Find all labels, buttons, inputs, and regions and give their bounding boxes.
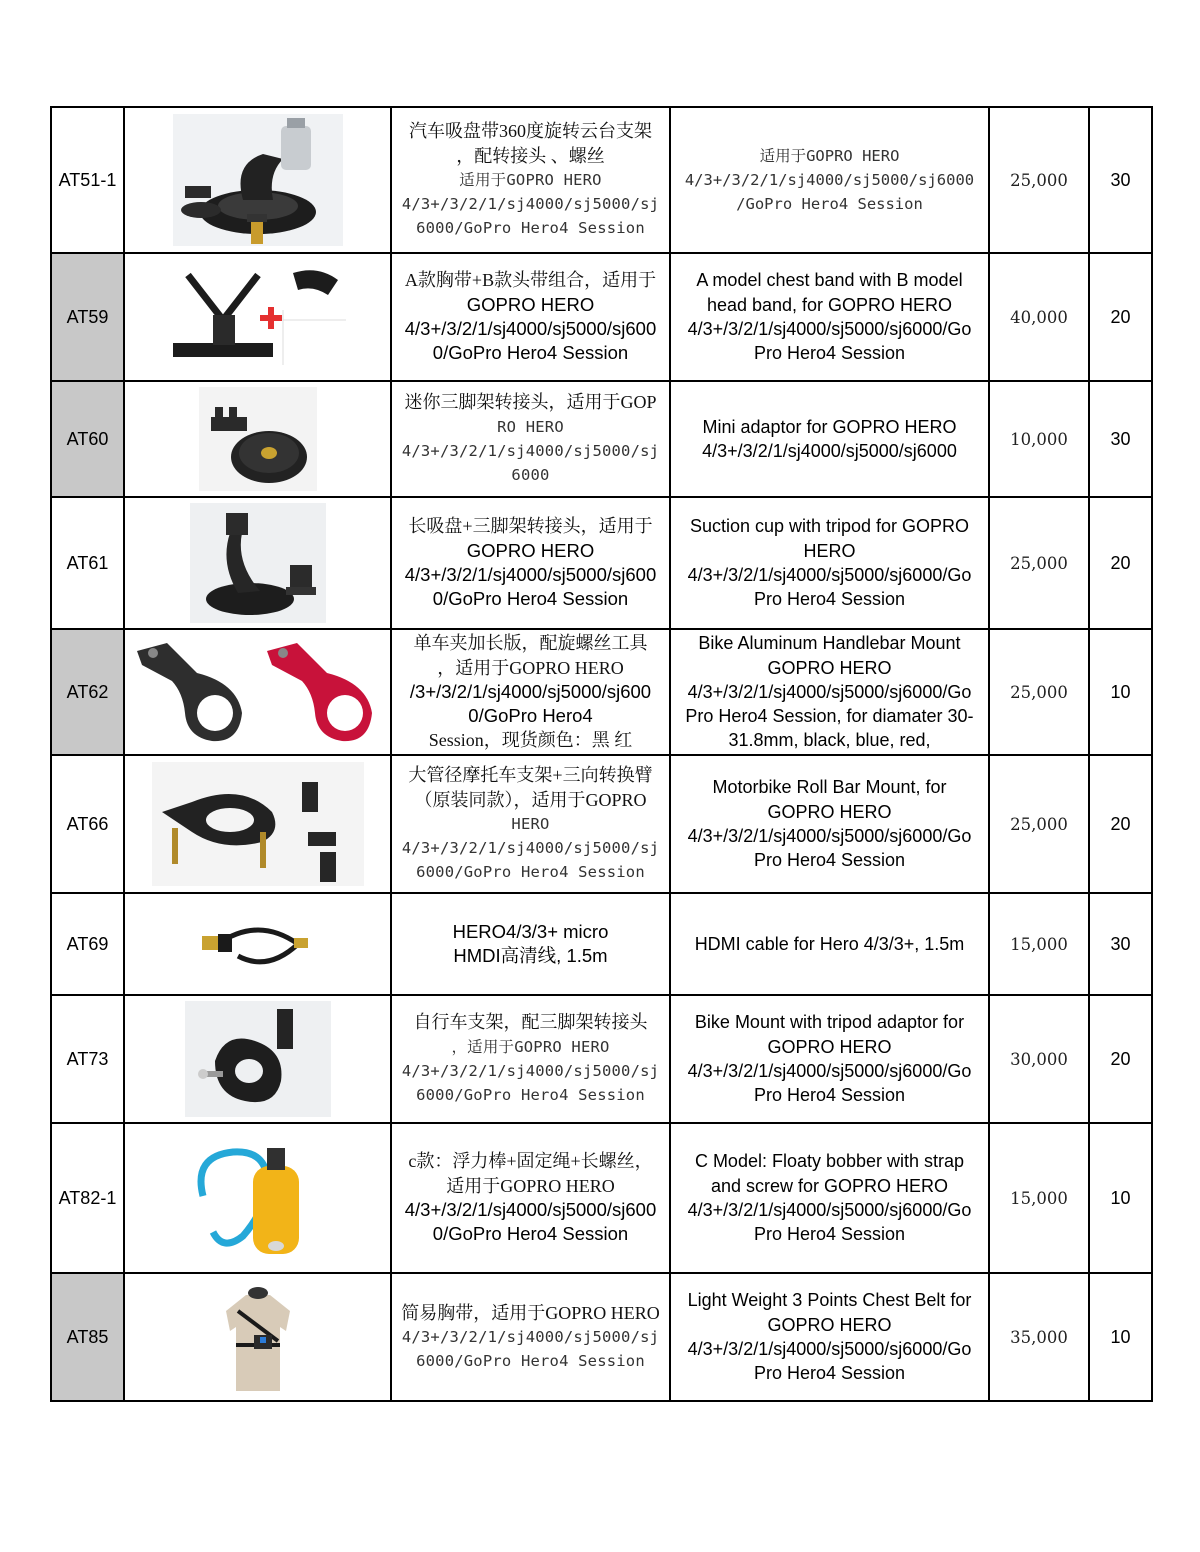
mini-tripod-adapter-icon (199, 387, 317, 491)
product-image (124, 1123, 391, 1273)
product-code: AT69 (51, 893, 124, 995)
description-cn: c款：浮力棒+固定绳+长螺丝， 适用于GOPRO HERO 4/3+/3/2/1/sj4000/sj5000/sj600 0/GoPro Hero4 Session (391, 1123, 670, 1273)
bike-clamp-mount-icon (185, 1001, 331, 1117)
product-image (124, 497, 391, 629)
product-table (50, 106, 1153, 1402)
description-en: Bike Mount with tripod adaptor for GOPRO HERO 4/3+/3/2/1/sj4000/sj5000/sj6000/Go Pro Hero4 Session (670, 995, 989, 1123)
product-code: AT85 (51, 1273, 124, 1401)
product-image (124, 995, 391, 1123)
product-image (124, 755, 391, 893)
product-image (124, 1273, 391, 1401)
chest-and-head-band-icon (168, 265, 348, 369)
product-image (124, 629, 391, 755)
table-row (51, 1123, 1152, 1273)
description-cn: 汽车吸盘带360度旋转云台支架 ，配转接头 、螺丝 适用于GOPRO HERO 4/3+/3/2/1/sj4000/sj5000/sj 6000/GoPro Hero4 Session (391, 107, 670, 253)
description-cn: 大管径摩托车支架+三向转换臂 （原装同款），适用于GOPRO HERO 4/3+/3/2/1/sj4000/sj5000/sj 6000/GoPro Hero4 Session (391, 755, 670, 893)
product-code: AT51-1 (51, 107, 124, 253)
product-qty: 20 (1089, 755, 1152, 893)
description-cn: 长吸盘+三脚架转接头，适用于 GOPRO HERO 4/3+/3/2/1/sj4000/sj5000/sj600 0/GoPro Hero4 Session (391, 497, 670, 629)
table-row (51, 995, 1152, 1123)
product-code: AT61 (51, 497, 124, 629)
table-row (51, 107, 1152, 253)
suction-cup-tripod-mount-icon (173, 114, 343, 246)
description-cn: 迷你三脚架转接头，适用于GOP RO HERO 4/3+/3/2/1/sj4000/sj5000/sj 6000 (391, 381, 670, 497)
chest-belt-icon (216, 1281, 300, 1393)
product-code: AT82-1 (51, 1123, 124, 1273)
description-cn: 自行车支架，配三脚架转接头 ，适用于GOPRO HERO 4/3+/3/2/1/sj4000/sj5000/sj 6000/GoPro Hero4 Session (391, 995, 670, 1123)
table-row (51, 629, 1152, 755)
product-price: 30,000 (989, 995, 1089, 1123)
product-price: 10,000 (989, 381, 1089, 497)
description-en: 适用于GOPRO HERO 4/3+/3/2/1/sj4000/sj5000/sj6000 /GoPro Hero4 Session (670, 107, 989, 253)
product-image (124, 893, 391, 995)
description-cn: 简易胸带，适用于GOPRO HERO 4/3+/3/2/1/sj4000/sj5000/sj 6000/GoPro Hero4 Session (391, 1273, 670, 1401)
product-qty: 20 (1089, 995, 1152, 1123)
product-qty: 10 (1089, 629, 1152, 755)
description-en: Bike Aluminum Handlebar Mount GOPRO HERO 4/3+/3/2/1/sj4000/sj5000/sj6000/Go Pro Hero4 Session, for diamater 30- 31.8mm, black, blue, red, (670, 629, 989, 755)
product-qty: 30 (1089, 893, 1152, 995)
product-code: AT60 (51, 381, 124, 497)
product-code: AT62 (51, 629, 124, 755)
handlebar-mount-icon (127, 633, 389, 751)
description-en: C Model: Floaty bobber with strap and screw for GOPRO HERO 4/3+/3/2/1/sj4000/sj5000/sj6000/Go Pro Hero4 Session (670, 1123, 989, 1273)
product-code: AT73 (51, 995, 124, 1123)
product-qty: 10 (1089, 1123, 1152, 1273)
table-row (51, 381, 1152, 497)
product-price: 25,000 (989, 629, 1089, 755)
product-price: 15,000 (989, 1123, 1089, 1273)
table-row (51, 755, 1152, 893)
table-row (51, 893, 1152, 995)
description-en: A model chest band with B model head band, for GOPRO HERO 4/3+/3/2/1/sj4000/sj5000/sj6000/Go Pro Hero4 Session (670, 253, 989, 381)
product-price: 25,000 (989, 107, 1089, 253)
product-code: AT59 (51, 253, 124, 381)
description-en: Light Weight 3 Points Chest Belt for GOPRO HERO 4/3+/3/2/1/sj4000/sj5000/sj6000/Go Pro Hero4 Session (670, 1273, 989, 1401)
floaty-bobber-icon (183, 1136, 333, 1260)
long-suction-cup-icon (190, 503, 326, 623)
description-en: Suction cup with tripod for GOPRO HERO 4/3+/3/2/1/sj4000/sj5000/sj6000/Go Pro Hero4 Session (670, 497, 989, 629)
roll-bar-mount-icon (152, 762, 364, 886)
product-price: 40,000 (989, 253, 1089, 381)
table-row (51, 497, 1152, 629)
product-price: 25,000 (989, 755, 1089, 893)
hdmi-cable-icon (198, 916, 318, 972)
table-row (51, 1273, 1152, 1401)
product-qty: 10 (1089, 1273, 1152, 1401)
description-cn: HERO4/3/3+ micro HMDI高清线, 1.5m (391, 893, 670, 995)
description-cn: 单车夹加长版，配旋螺丝工具 ，适用于GOPRO HERO /3+/3/2/1/sj4000/sj5000/sj600 0/GoPro Hero4 Session，现货颜色：黑 红 (391, 629, 670, 755)
product-qty: 20 (1089, 253, 1152, 381)
table-row (51, 253, 1152, 381)
product-qty: 20 (1089, 497, 1152, 629)
description-cn: A款胸带+B款头带组合，适用于 GOPRO HERO 4/3+/3/2/1/sj4000/sj5000/sj600 0/GoPro Hero4 Session (391, 253, 670, 381)
product-image (124, 381, 391, 497)
product-qty: 30 (1089, 381, 1152, 497)
description-en: Mini adaptor for GOPRO HERO 4/3+/3/2/1/sj4000/sj5000/sj6000 (670, 381, 989, 497)
product-price: 25,000 (989, 497, 1089, 629)
product-price: 35,000 (989, 1273, 1089, 1401)
product-price: 15,000 (989, 893, 1089, 995)
product-code: AT66 (51, 755, 124, 893)
product-qty: 30 (1089, 107, 1152, 253)
product-image (124, 107, 391, 253)
description-en: Motorbike Roll Bar Mount, for GOPRO HERO 4/3+/3/2/1/sj4000/sj5000/sj6000/Go Pro Hero4 Session (670, 755, 989, 893)
description-en: HDMI cable for Hero 4/3/3+, 1.5m (670, 893, 989, 995)
product-image (124, 253, 391, 381)
